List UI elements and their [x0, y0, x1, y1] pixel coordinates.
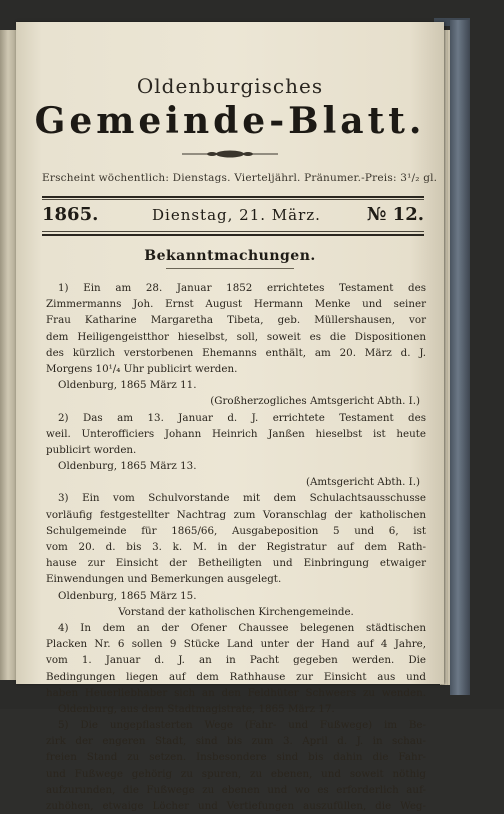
text-line: 3) Ein vom Schulvorstande mit dem Schulachtsausschusse: [58, 492, 426, 505]
text-line: aufzurunden, die Fußwege zu ebenen und wo es erforderlich auf-: [46, 783, 426, 796]
rule-top: [42, 196, 424, 198]
text-line: Oldenburg, aus dem Stadtmagistrate, 1865 März 17.: [58, 702, 335, 715]
text-line: Oldenburg, 1865 März 15.: [58, 589, 197, 602]
announcement-body: [46, 280, 426, 814]
left-page-edge: [0, 30, 16, 680]
text-line: (Großherzogliches Amtsgericht Abth. I.): [210, 395, 420, 408]
issue-number: № 12.: [366, 204, 424, 225]
text-line: weil. Unterofficiers Johann Heinrich Janßen hieselbst ist heute: [46, 427, 426, 440]
text-line: des kürzlich verstorbenen Ehemanns enthält, am 20. März d. J.: [46, 346, 426, 359]
text-line: hause zur Einsicht der Betheiligten und Einbringung etwaiger: [46, 557, 426, 570]
issue-note: Erscheint wöchentlich: Dienstags. Vierteljährl. Pränumer.-Preis: 3¹/₂ gl.: [42, 172, 438, 184]
text-line: Zimmermanns Joh. Ernst August Hermann Menke und seiner: [46, 298, 426, 311]
section-underline: [166, 268, 294, 269]
ornament-divider: [180, 149, 280, 159]
text-line: Einwendungen und Bemerkungen ausgelegt.: [46, 573, 282, 586]
text-line: publicirt worden.: [46, 443, 137, 456]
text-line: 4) In dem an der Ofener Chaussee belegenen städtischen: [58, 621, 426, 634]
text-line: und Fußwege gehörig zu spuren, zu ebenen, und soweit nöthig: [46, 767, 426, 780]
text-line: Bedingungen liegen auf dem Rathhause zur Einsicht aus und: [46, 670, 426, 683]
text-line: Morgens 10¹/₄ Uhr publicirt werden.: [46, 362, 238, 375]
rule-bottom-thin: [42, 231, 424, 232]
text-line: dem Heiligengeistthor hieselbst, soll, soweit es die Dispositionen: [46, 330, 426, 343]
masthead-title: Gemeinde-Blatt.: [34, 100, 426, 142]
newspaper-page: [16, 22, 444, 812]
text-line: vom 20. d. bis 3. k. M. in der Registratur auf dem Rath-: [46, 541, 426, 553]
text-line: Vorstand der katholischen Kirchengemeinde.: [118, 605, 354, 618]
text-line: 1) Ein am 28. Januar 1852 errichtetes Testament des: [58, 282, 426, 294]
text-line: Schulgemeinde für 1865/66, Ausgabeposition 5 und 6, ist: [46, 524, 426, 537]
text-line: Placken Nr. 6 sollen 9 Stücke Land unter der Hand auf 4 Jahre,: [46, 638, 426, 651]
text-line: Oldenburg, 1865 März 13.: [58, 460, 197, 473]
section-title: Bekanntmachungen.: [144, 248, 316, 264]
text-line: freien Stand zu setzen. Insbesondere sind bis dahin die Fahr-: [46, 751, 426, 764]
text-line: Frau Katharine Margaretha Tibeta, geb. Müllershausen, vor: [46, 314, 426, 327]
text-line: vom 1. Januar d. J. an in Pacht gegeben werden. Die: [46, 654, 426, 667]
issue-year: 1865.: [42, 204, 99, 225]
text-line: 2) Das am 13. Januar d. J. errichtete Testament des: [58, 411, 426, 424]
text-line: vorläufig festgestellter Nachtrag zum Voranschlag der katholischen: [46, 508, 426, 521]
text-line: zirk der engeren Stadt, sind bis zum 3. April d. J. in schau-: [46, 735, 426, 748]
text-line: Oldenburg, 1865 März 11.: [58, 379, 197, 392]
text-line: zuhöhen, etwaige Löcher und Vertiefungen auszufüllen, die Weg-: [46, 800, 426, 812]
issue-date: Dienstag, 21. März.: [152, 206, 321, 224]
text-line: 5) Die ungepflasterten Wege (Fahr- und Fußwege) im Be-: [58, 719, 426, 732]
dateline: [42, 204, 424, 228]
rule-bottom: [42, 234, 424, 236]
text-line: (Amtsgericht Abth. I.): [305, 476, 420, 489]
masthead-subtitle: Oldenburgisches: [136, 74, 324, 98]
rule-top-thin: [42, 199, 424, 200]
text-line: haben Heuerliebhaber sich an den Feldhüter Schweers zu wenden.: [46, 686, 426, 699]
book-cover: [450, 20, 470, 695]
